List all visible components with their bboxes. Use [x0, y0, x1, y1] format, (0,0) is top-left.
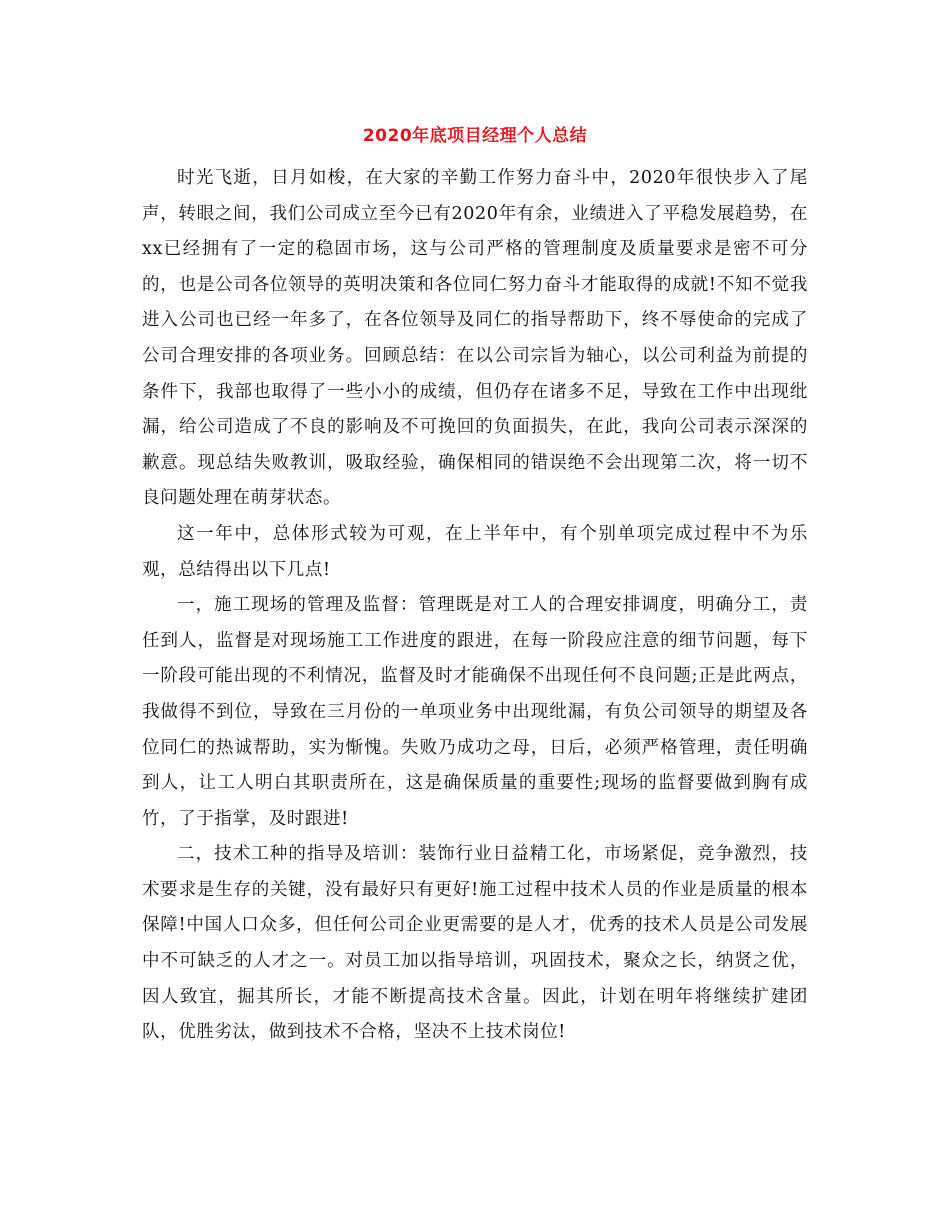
document-body	[142, 161, 808, 1051]
paragraph-intro: 时光飞逝，日月如梭，在大家的辛勤工作努力奋斗中，2020年很快步入了尾声，转眼之间，我们公司成立至今已有2020年有余，业绩进入了平稳发展趋势，在xx已经拥有了一定的稳固市场，这与公司严格的管理制度及质量要求是密不可分的，也是公司各位领导的英明决策和各位同仁努力奋斗才能取得的成就!不知不觉我进入公司也已经一年多了，在各位领导及同仁的指导帮助下，终不辱使命的完成了公司合理安排的各项业务。回顾总结：在以公司宗旨为轴心，以公司利益为前提的条件下，我部也取得了一些小小的成绩，但仍存在诸多不足，导致在工作中出现纰漏，给公司造成了不良的影响及不可挽回的负面损失，在此，我向公司表示深深的歉意。现总结失败教训，吸取经验，确保相同的错误绝不会出现第二次，将一切不良问题处理在萌芽状态。	[142, 168, 808, 509]
paragraph-technical-training: 二，技术工种的指导及培训：装饰行业日益精工化，市场紧促，竞争激烈，技术要求是生存的关键，没有最好只有更好!施工过程中技术人员的作业是质量的根本保障!中国人口众多，但任何公司企业更需要的是人才，优秀的技术人员是公司发展中不可缺乏的人才之一。对员工加以指导培训，巩固技术，聚众之长，纳贤之优，因人致宜，掘其所长，才能不断提高技术含量。因此，计划在明年将继续扩建团队，优胜劣汰，做到技术不合格，坚决不上技术岗位!	[142, 844, 808, 1043]
paragraph-site-management: 一，施工现场的管理及监督：管理既是对工人的合理安排调度，明确分工，责任到人，监督是对现场施工工作进度的跟进，在每一阶段应注意的细节问题，每下一阶段可能出现的不利情况，监督及时才能确保不出现任何不良问题;正是此两点，我做得不到位，导致在三月份的一单项业务中出现纰漏，有负公司领导的期望及各位同仁的热诚帮助，实为惭愧。失败乃成功之母，日后，必须严格管理，责任明确到人，让工人明白其职责所在，这是确保质量的重要性;现场的监督要做到胸有成竹，了于指掌，及时跟进!	[142, 595, 808, 829]
paragraph-overview: 这一年中，总体形式较为可观，在上半年中，有个别单项完成过程中不为乐观，总结得出以下几点!	[142, 523, 808, 580]
document-title: 2020年底项目经理个人总结	[362, 126, 588, 146]
